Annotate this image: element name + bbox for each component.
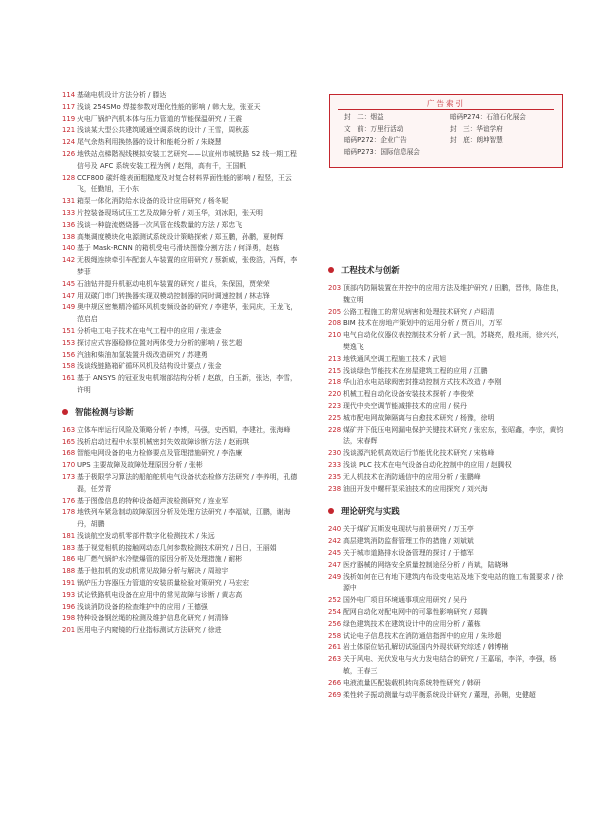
entry-title: 油田开发中螺杆泵采油技术的应用探究 / 刘兴海 — [343, 484, 488, 493]
entry-title: 城市配电网故障隔离与自愈技术研究 / 杨豫，徐明 — [343, 413, 495, 422]
entry-title: 关于煤矿瓦斯发电现状与前景研究 / 万玉亭 — [343, 525, 474, 534]
entry-title: CCF800 碳纤维表面粗糙度及对复合材料界面性能的影响 / 程竖，王云飞，任勤旭，王小东 — [77, 173, 292, 194]
toc-entry[interactable] — [328, 560, 568, 572]
entry-title: 无人机技术在消防通信中的应用分析 / 张鹏峰 — [343, 472, 481, 481]
entry-title: 绿色建筑技术在建筑设计中的应用分析 / 董栋 — [343, 619, 481, 628]
toc-entry[interactable] — [62, 338, 302, 350]
toc-entry[interactable] — [328, 572, 568, 596]
toc-entry[interactable] — [62, 173, 302, 197]
section-smart-title — [62, 406, 302, 418]
ad-index-row — [330, 135, 562, 147]
ad-index-cell: 暗码P274：石油石化展会 — [450, 113, 526, 121]
entry-title: 浅谈线链路箱矿循环风机及结构设计要点 / 张金 — [77, 362, 222, 371]
ad-index-divider — [338, 109, 554, 110]
page-number: 218 — [328, 378, 342, 387]
entry-title: 基于极限学习算法的船舶舵机电气设备状态检修方法研究 / 李养明，孔德磊，任芳青 — [77, 472, 298, 493]
entry-title: 煤矿井下低压电网漏电保护关键技术研究 / 张宏东，张昭鑫，李宗，黄钧法，宋春辉 — [343, 425, 564, 446]
page-number: 151 — [62, 326, 76, 335]
entry-title: 立体车库运行风险及策略分析 / 李博，马强，史西娟，李建社，张海峰 — [77, 425, 291, 434]
toc-entry[interactable] — [62, 425, 302, 437]
left-column — [62, 0, 302, 637]
entry-title: 顶部内防隔装置在井控中的应用方法及维护研究 / 田鹏，晋伟，陈佳良，魏立明 — [343, 284, 564, 304]
page-number: 142 — [62, 256, 76, 265]
toc-entry[interactable] — [62, 437, 302, 449]
toc-entry[interactable] — [62, 114, 302, 126]
toc-entry[interactable] — [62, 102, 302, 114]
toc-entry[interactable] — [62, 543, 302, 555]
page-number: 145 — [62, 279, 76, 288]
page-number: 161 — [62, 374, 76, 383]
page-number: 215 — [328, 366, 342, 375]
page-number: 147 — [62, 291, 76, 300]
toc-entry[interactable] — [62, 220, 302, 232]
toc-entry[interactable] — [328, 354, 568, 366]
entry-title: 浅谈一种旋流燃烧器一次风管在线数量的方法 / 郑忠飞 — [77, 220, 243, 229]
page-number: 210 — [328, 331, 342, 340]
toc-entry[interactable] — [62, 90, 302, 102]
page-number: 170 — [62, 461, 76, 470]
entry-title: 柔性转子振动测量与动平衡系统设计研究 / 董理，孙翱，史健超 — [343, 690, 536, 699]
page-number: 269 — [328, 690, 342, 699]
toc-entry[interactable] — [328, 377, 568, 389]
bullet-dot-icon — [62, 409, 68, 415]
page-number: 124 — [62, 138, 76, 147]
entry-title: 电气自动化仪器仪表控制技术分析 / 武一凯，苏晓亮，殷兆雨，徐兴兴，樊逸飞 — [343, 331, 564, 351]
page-number: 196 — [62, 602, 76, 611]
entry-title: 国外电厂项目环境通事项应用研究 / 吴丹 — [343, 596, 467, 605]
toc-entry[interactable] — [62, 196, 302, 208]
page-number: 230 — [328, 449, 342, 458]
toc-entry[interactable] — [62, 255, 302, 279]
entry-title: 地铁通风空调工程施工技术 / 武旭 — [343, 354, 447, 363]
toc-entry[interactable] — [328, 330, 568, 354]
section-title-text: 工程技术与创新 — [341, 265, 400, 275]
page-number: 136 — [62, 220, 76, 229]
page-number: 188 — [62, 567, 76, 576]
page-number: 201 — [62, 626, 76, 635]
ad-index-cell: 暗码P273：国际信息展会 — [344, 147, 420, 156]
section-title-text: 理论研究与实践 — [341, 506, 400, 517]
entry-title: 关于城市道路排水设备管理的探讨 / 于德军 — [343, 548, 474, 557]
toc-entry[interactable] — [328, 536, 568, 548]
toc-entry[interactable] — [328, 595, 568, 607]
toc-entry[interactable] — [328, 366, 568, 378]
page-number: 178 — [62, 508, 76, 517]
toc-entry[interactable] — [328, 524, 568, 536]
page-number: 121 — [62, 126, 76, 135]
page-number: 213 — [328, 354, 342, 363]
ad-index-cell: 文 前：万里行活动 — [344, 124, 404, 133]
page-number: 158 — [62, 362, 76, 371]
entry-title: 浅谈 PLC 技术在电气设备自动化控制中的应用 / 赵腾权 — [343, 460, 512, 469]
toc-entry[interactable] — [328, 690, 568, 702]
toc-entry[interactable] — [328, 472, 568, 484]
page-number: 261 — [328, 643, 342, 652]
entry-title: 片控装备现场试压工艺及故障分析 / 刘玉华，刘冰阳，张天明 — [77, 208, 263, 217]
entry-title: 基于 ANSYS 的冠亚发电机端部结构分析 / 赵啟，白玉新，张达，李雪，许明 — [77, 374, 297, 394]
page-number: 173 — [62, 472, 76, 481]
section-smart-list — [62, 425, 302, 637]
page-number: 266 — [328, 678, 342, 687]
toc-entry[interactable] — [62, 361, 302, 373]
entry-title: 高集调度模块化电源测试系统设计策略探索 / 郑玉鹏，孙鹏，夏树辉 — [77, 232, 284, 241]
entry-title: 电液流量匹配装载机转向系统特性研究 / 韩研 — [343, 678, 481, 687]
toc-entry[interactable] — [62, 472, 302, 496]
page-number: 220 — [328, 390, 342, 399]
ad-index-title: 广告索引 — [426, 99, 466, 108]
toc-entry[interactable] — [62, 291, 302, 303]
ad-index-cell: 封 底：朗坤智慧 — [450, 136, 503, 144]
toc-entry[interactable] — [62, 554, 302, 566]
entry-title: 尾气余热利用换热器的设计和能耗分析 / 朱晓慧 — [77, 138, 222, 147]
toc-entry[interactable] — [328, 413, 568, 425]
toc-entry[interactable] — [328, 401, 568, 413]
entry-title: 浅谈航空发动机零部件数字化检测技术 / 朱远 — [77, 531, 215, 540]
page-number: 245 — [328, 548, 342, 557]
ad-index-row — [330, 112, 562, 124]
toc-entry[interactable] — [328, 425, 568, 449]
entry-title: 现代中央空调节能减排技术的应用 / 侯丹 — [343, 401, 467, 410]
entry-title: 岩土体原位钻孔解切试验国内外现状研究综述 / 韩博楠 — [343, 643, 509, 652]
ad-index-rows — [330, 112, 562, 158]
entry-title: 锅炉压力容器压力管道的安装质量检验对策研究 / 马宏宏 — [77, 579, 250, 588]
toc-entry[interactable] — [62, 578, 302, 590]
toc-entry[interactable] — [328, 283, 568, 307]
toc-entry[interactable] — [62, 137, 302, 149]
toc-entry[interactable] — [328, 678, 568, 690]
entry-title: 地铁列车紧急制动故障原因分析及处理方法研究 / 李福斌，江鹏，谢海丹，胡鹏 — [77, 508, 291, 529]
entry-title: 用双碳门串门转换器实现双模动控制器的同时调速控制 / 林志锋 — [77, 291, 270, 300]
toc-entry[interactable] — [62, 566, 302, 578]
entry-title: 医疗器械的网络安全质量控制途径分析 / 肖斌，陆晓琳 — [343, 560, 509, 569]
toc-entry[interactable] — [62, 590, 302, 602]
page-number: 238 — [328, 484, 342, 493]
page-number: 183 — [62, 543, 76, 552]
entry-title: 试论铁路机电设备在应用中的常见故障与诊断 / 黄志高 — [77, 590, 243, 599]
entry-title: 浅谈某大型公共建筑暖通空调系统的设计 / 王雪，周秋蕊 — [77, 126, 250, 135]
entry-title: 汽油和柴油加氢装置升级改造研究 / 苏建勇 — [77, 350, 208, 359]
page-number: 225 — [328, 413, 342, 422]
page-number: 240 — [328, 525, 342, 534]
entry-title: 箱泵一体化消防给水设备的设计应用研究 / 杨冬妮 — [77, 197, 229, 206]
toc-entry[interactable] — [62, 507, 302, 531]
page-number: 119 — [62, 114, 76, 123]
toc-entry[interactable] — [328, 548, 568, 560]
page-number: 163 — [62, 425, 76, 434]
entry-title: 关于风电、光伏发电与火力发电结合的研究 / 王嘉瑶，李洋，李强，杨敏，王春三 — [343, 655, 557, 675]
toc-entry[interactable] — [328, 307, 568, 319]
section-theory-list — [328, 524, 568, 701]
page-number: 263 — [328, 655, 342, 664]
toc-entry[interactable] — [62, 326, 302, 338]
toc-entry[interactable] — [328, 642, 568, 654]
page-number: 176 — [62, 496, 76, 505]
page-number: 249 — [328, 572, 342, 581]
page-number: 205 — [328, 307, 342, 316]
toc-entry[interactable] — [62, 460, 302, 472]
section-theory-title — [328, 505, 568, 517]
toc-entry[interactable] — [62, 625, 302, 637]
ad-index-row — [330, 124, 562, 136]
toc-entry[interactable] — [328, 318, 568, 330]
entry-title: 奥中规区密集精冷循环风机变频设备的研究 / 李建华，张同庆，王龙飞，范启启 — [77, 303, 298, 324]
page-number: 198 — [62, 614, 76, 623]
section-title-text: 智能检测与诊断 — [75, 406, 134, 417]
entry-title: 浅谈 254SMo 焊接参数对理化性能的影响 / 韩大龙，张亚天 — [77, 102, 261, 111]
toc-entry[interactable] — [62, 149, 302, 173]
entry-title: 无极绳连续牵引车配套人车装置的应用研究 / 蔡新威，张俊浩，冯辉，李梦菲 — [77, 256, 298, 276]
entry-title: 基于 Mask-RCNN 的箱机受电弓滑块图像分割方法 / 何泽勇，赵栋 — [77, 244, 280, 253]
toc-entry[interactable] — [62, 602, 302, 614]
page-number: 191 — [62, 579, 76, 588]
page-number: 126 — [62, 149, 76, 158]
page-number: 203 — [328, 284, 342, 292]
page-number: 258 — [328, 631, 342, 640]
bullet-dot-icon — [328, 508, 334, 514]
page-number: 193 — [62, 590, 76, 599]
ad-index-box — [329, 94, 563, 168]
entry-title: 机械工程自动化设备安装技术探析 / 李俊荣 — [343, 390, 474, 399]
page-number: 131 — [62, 197, 76, 206]
entry-title: 浅谈消防设备的检查维护中的应用 / 王德强 — [77, 602, 208, 611]
page-number: 117 — [62, 102, 76, 111]
ad-index-cell: 封 三：华谊学府 — [450, 124, 503, 133]
entry-title: 电厂燃气锅炉水冷壁爆管的原因分析及处理措施 / 耐彬 — [77, 555, 243, 564]
page-number: 186 — [62, 555, 76, 564]
entry-title: 探讨应式容器稳修位置对两体受力分析的影响 / 张艺超 — [77, 338, 243, 347]
entry-title: 试论电子信息技术在消防通信指挥中的应用 / 朱珍超 — [343, 631, 502, 640]
toc-entry[interactable] — [328, 631, 568, 643]
page-number: 247 — [328, 560, 342, 569]
page-number: 165 — [62, 437, 76, 446]
ad-index-cell: 封 二：烟益 — [344, 113, 384, 121]
entry-title: UPS 主要故障及故障处理原因分析 / 张彬 — [77, 461, 203, 470]
section-eng-title — [328, 264, 568, 276]
toc-entry[interactable] — [62, 302, 302, 326]
toc-entry[interactable] — [62, 125, 302, 137]
page-number: 138 — [62, 232, 76, 241]
ad-index-row — [330, 147, 562, 159]
entry-title: 浅析如何在已有地下建筑内布设变电站及地下变电站的施工布置要求 / 徐源中 — [343, 572, 564, 593]
entry-title: 特种设备钢丝绳的检测及维护信息化研究 / 何清锋 — [77, 614, 229, 623]
toc-entry[interactable] — [62, 232, 302, 244]
ad-index-cell — [450, 147, 556, 159]
page-number: 114 — [62, 91, 76, 99]
toc-entry[interactable] — [328, 654, 568, 678]
page-number: 153 — [62, 338, 76, 347]
entry-title: 基于他扣机的发动机常见故障分析与解决 / 周琼宇 — [77, 567, 229, 576]
toc-entry[interactable] — [62, 531, 302, 543]
page-number: 242 — [328, 537, 342, 546]
entry-title: 石油钻井提升机驱动电机车装置的研究 / 崔兵，朱保国，贾荣荣 — [77, 279, 270, 288]
page-number: 140 — [62, 244, 76, 253]
entry-title: 地铁站点梯階视线模拟安装工艺研究——以宣州市城铁路 S2 线一期工程信号及 AFC 系统安装工程为例 / 赵翔，高有千，王国帆 — [77, 149, 297, 170]
entry-title: 基础电机设计方法分析 / 滕达 — [77, 91, 167, 99]
toc-entry[interactable] — [328, 607, 568, 619]
toc-entry[interactable] — [62, 613, 302, 625]
page-number: 228 — [328, 425, 342, 434]
toc-entry[interactable] — [62, 243, 302, 255]
entry-title: 火电厂锅炉汽机本体与压力管道的节能保温研究 / 王震 — [77, 114, 243, 123]
page-number: 252 — [328, 596, 342, 605]
entry-title: 浅谈源汽轮机高效运行节能优化技术研究 / 宋栋峰 — [343, 449, 495, 458]
page-number: 223 — [328, 401, 342, 410]
page-number: 156 — [62, 350, 76, 359]
right-column — [328, 255, 568, 701]
entry-title: 浅析启动过程中水泵机械密封失效故障诊断方法 / 赵雨琪 — [77, 437, 250, 446]
entry-title: 医用电子内窥镜的行业指标测试方法研究 / 徐进 — [77, 626, 222, 635]
entry-title: 智能电网设备的电力检修要点及管理措施研究 / 李浩廉 — [77, 449, 243, 458]
entry-title: 高层建筑消防监督管理工作的措施 / 刘斌斌 — [343, 537, 474, 546]
page-number: 208 — [328, 319, 342, 328]
toc-entry[interactable] — [328, 484, 568, 496]
page-number: 181 — [62, 531, 76, 540]
bullet-dot-icon — [328, 267, 334, 273]
toc-entry[interactable] — [62, 279, 302, 291]
entry-title: 基于图像信息的特种设备超声波检测研究 / 连业军 — [77, 496, 229, 505]
entry-title: 配网自动化对配电网中的可靠性影响研究 / 郑腾 — [343, 607, 488, 616]
toc-entry[interactable] — [328, 460, 568, 472]
toc-entry[interactable] — [62, 373, 302, 397]
page-number: 254 — [328, 607, 342, 616]
page-number: 168 — [62, 449, 76, 458]
toc-entry[interactable] — [62, 496, 302, 508]
section-eng-list — [328, 283, 568, 495]
page-number: 133 — [62, 208, 76, 217]
entry-title: 公路工程施工的常见病害和处理技术研究 / 卢昭清 — [343, 307, 495, 316]
article-list-continued — [62, 90, 302, 397]
ad-index-cell: 暗码P272：企业广告 — [344, 136, 407, 144]
page-number: 233 — [328, 460, 342, 469]
page-number: 149 — [62, 303, 76, 312]
entry-title: 浅谈绿色节能技术在房屋建筑工程的应用 / 江鹏 — [343, 366, 488, 375]
toc-entry[interactable] — [62, 448, 302, 460]
toc-entry[interactable] — [328, 619, 568, 631]
toc-entry[interactable] — [62, 350, 302, 362]
page-number: 128 — [62, 173, 76, 182]
entry-title: 基于视觉相机的接触网动态几何参数检测技术研究 / 吕日，王丽娟 — [77, 543, 277, 552]
entry-title: BIM 技术在房地产策划中的运用分析 / 贾百川，万军 — [343, 319, 503, 328]
toc-entry[interactable] — [328, 448, 568, 460]
entry-title: 分析电工电子技术在电气工程中的应用 / 张进金 — [77, 326, 222, 335]
toc-entry[interactable] — [328, 389, 568, 401]
entry-title: 华山泊水电站球阀密封推动控制方式技术改造 / 李刚 — [343, 378, 502, 387]
page-number: 256 — [328, 619, 342, 628]
page-number: 235 — [328, 472, 342, 481]
toc-entry[interactable] — [62, 208, 302, 220]
